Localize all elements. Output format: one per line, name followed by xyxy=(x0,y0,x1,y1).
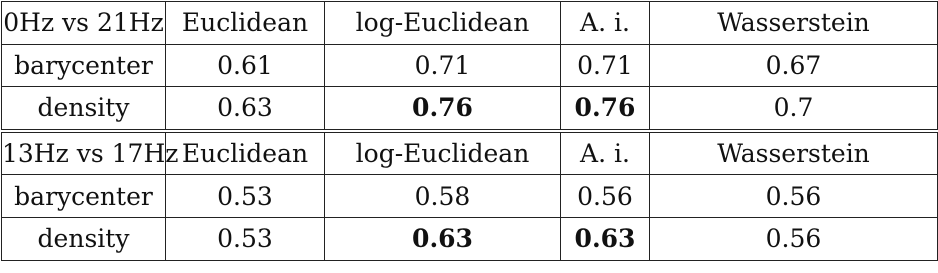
row-label: barycenter xyxy=(2,175,166,218)
comparison-label: 13Hz vs 17Hz xyxy=(2,131,166,175)
table-cell: 0.63 xyxy=(166,87,325,131)
table-cell: 0.53 xyxy=(166,175,325,218)
column-header-log-euclidean: log-Euclidean xyxy=(325,2,561,45)
column-header-wasserstein: Wasserstein xyxy=(650,131,938,175)
table-cell: 0.56 xyxy=(650,175,938,218)
column-header-affine-invariant: A. i. xyxy=(561,2,650,45)
column-header-euclidean: Euclidean xyxy=(166,131,325,175)
table-cell: 0.7 xyxy=(650,87,938,131)
table-cell: 0.71 xyxy=(325,44,561,87)
row-label: density xyxy=(2,87,166,131)
table-row xyxy=(2,217,938,260)
table-header-row xyxy=(2,2,938,45)
table-cell: 0.58 xyxy=(325,175,561,218)
table-cell: 0.63 xyxy=(561,217,650,260)
table-row xyxy=(2,175,938,218)
table-cell: 0.76 xyxy=(325,87,561,131)
results-table xyxy=(1,1,938,261)
table-cell: 0.53 xyxy=(166,217,325,260)
row-label: barycenter xyxy=(2,44,166,87)
table-cell: 0.56 xyxy=(650,217,938,260)
table-cell: 0.61 xyxy=(166,44,325,87)
table-header-row xyxy=(2,131,938,175)
row-label: density xyxy=(2,217,166,260)
table-cell: 0.56 xyxy=(561,175,650,218)
table-row xyxy=(2,87,938,131)
table-cell: 0.71 xyxy=(561,44,650,87)
column-header-affine-invariant: A. i. xyxy=(561,131,650,175)
table-cell: 0.67 xyxy=(650,44,938,87)
table-cell: 0.63 xyxy=(325,217,561,260)
column-header-log-euclidean: log-Euclidean xyxy=(325,131,561,175)
table-cell: 0.76 xyxy=(561,87,650,131)
column-header-euclidean: Euclidean xyxy=(166,2,325,45)
comparison-label: 0Hz vs 21Hz xyxy=(2,2,166,45)
table-row xyxy=(2,44,938,87)
column-header-wasserstein: Wasserstein xyxy=(650,2,938,45)
